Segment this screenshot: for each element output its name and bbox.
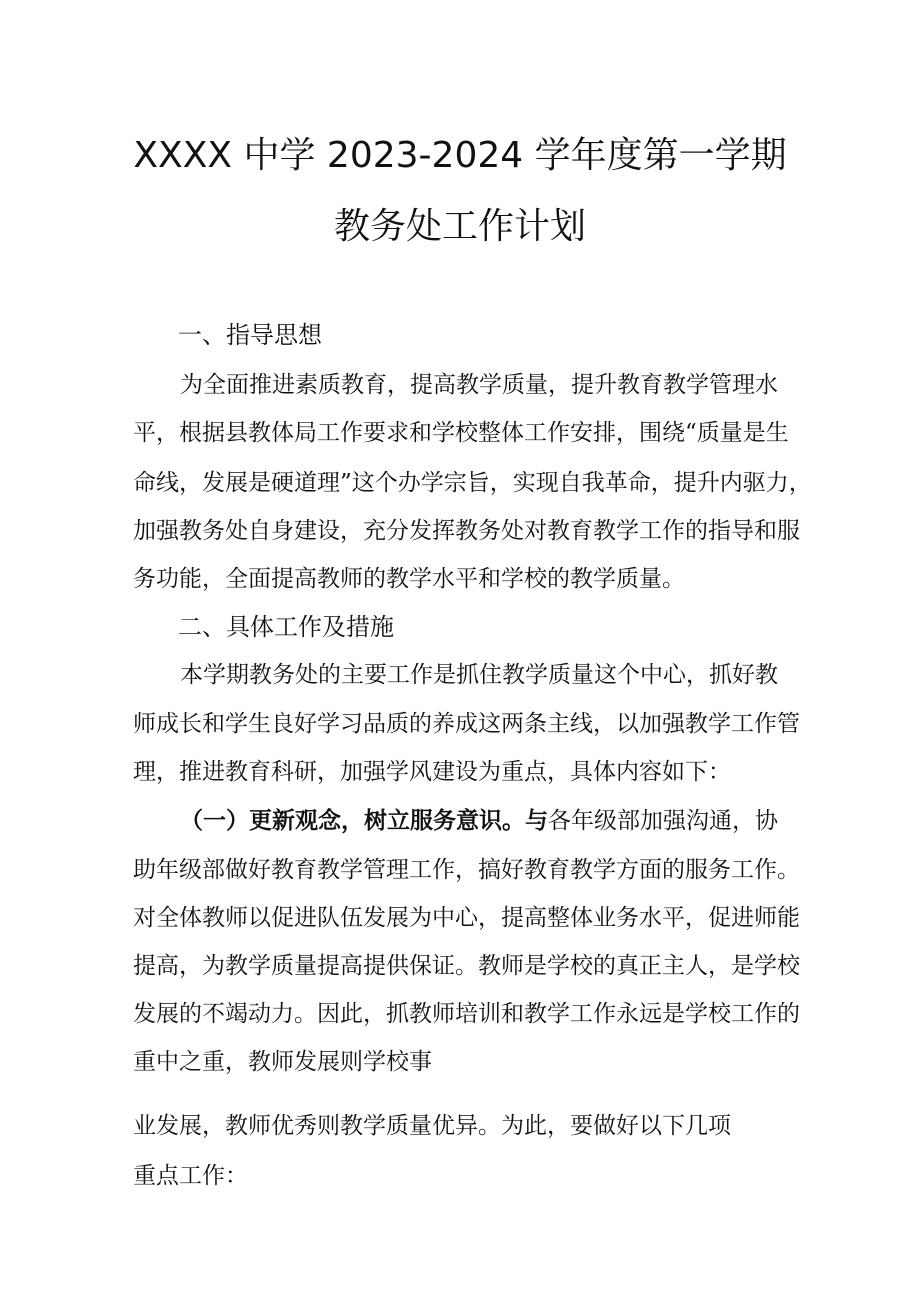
paragraph-line: 理，推进教育科研，加强学风建设为重点，具体内容如下：: [133, 759, 731, 785]
document-title-line-2: 教务处工作计划: [333, 206, 586, 247]
paragraph-line: 重点工作：: [133, 1163, 248, 1189]
section-heading-specific-work: 二、具体工作及措施: [178, 613, 394, 641]
paragraph-line: 务功能，全面提高教师的教学水平和学校的教学质量。: [133, 566, 685, 592]
paragraph-line: 平，根据县教体局工作要求和学校整体工作安排，围绕“质量是生: [133, 420, 789, 446]
paragraph-line: 命线，发展是硬道理”这个办学宗旨，实现自我革命，提升内驱力，: [133, 470, 812, 496]
paragraph-line: 对全体教师以促进队伍发展为中心，提高整体业务水平，促进师能: [133, 905, 800, 931]
paragraph-line: 提高，为教学质量提高提供保证。教师是学校的真正主人，是学校: [133, 953, 800, 979]
subsection-first-line: [180, 802, 778, 835]
paragraph-line: 加强教务处自身建设，充分发挥教务处对教育教学工作的指导和服: [133, 518, 800, 544]
document-title-line-1: XXXX 中学 2023-2024 学年度第一学期: [133, 135, 787, 176]
paragraph-line: 重中之重，教师发展则学校事: [133, 1049, 432, 1075]
subsection-bold-lead: （一）更新观念，树立服务意识。与: [180, 808, 548, 834]
paragraph-line: 发展的不竭动力。因此，抓教师培训和教学工作永远是学校工作的: [133, 1001, 800, 1027]
paragraph-line: 师成长和学生良好学习品质的养成这两条主线，以加强教学工作管: [133, 711, 800, 737]
paragraph-line: 助年级部做好教育教学管理工作，搞好教育教学方面的服务工作。: [133, 857, 800, 883]
subsection-first-line-rest: 各年级部加强沟通，协: [548, 808, 778, 834]
paragraph-line: 为全面推进素质教育，提高教学质量，提升教育教学管理水: [180, 372, 778, 398]
section-heading-guiding-ideology: 一、指导思想: [178, 321, 322, 349]
paragraph-line: 业发展，教师优秀则教学质量优异。为此，要做好以下几项: [133, 1113, 731, 1139]
paragraph-line: 本学期教务处的主要工作是抓住教学质量这个中心，抓好教: [180, 662, 778, 688]
